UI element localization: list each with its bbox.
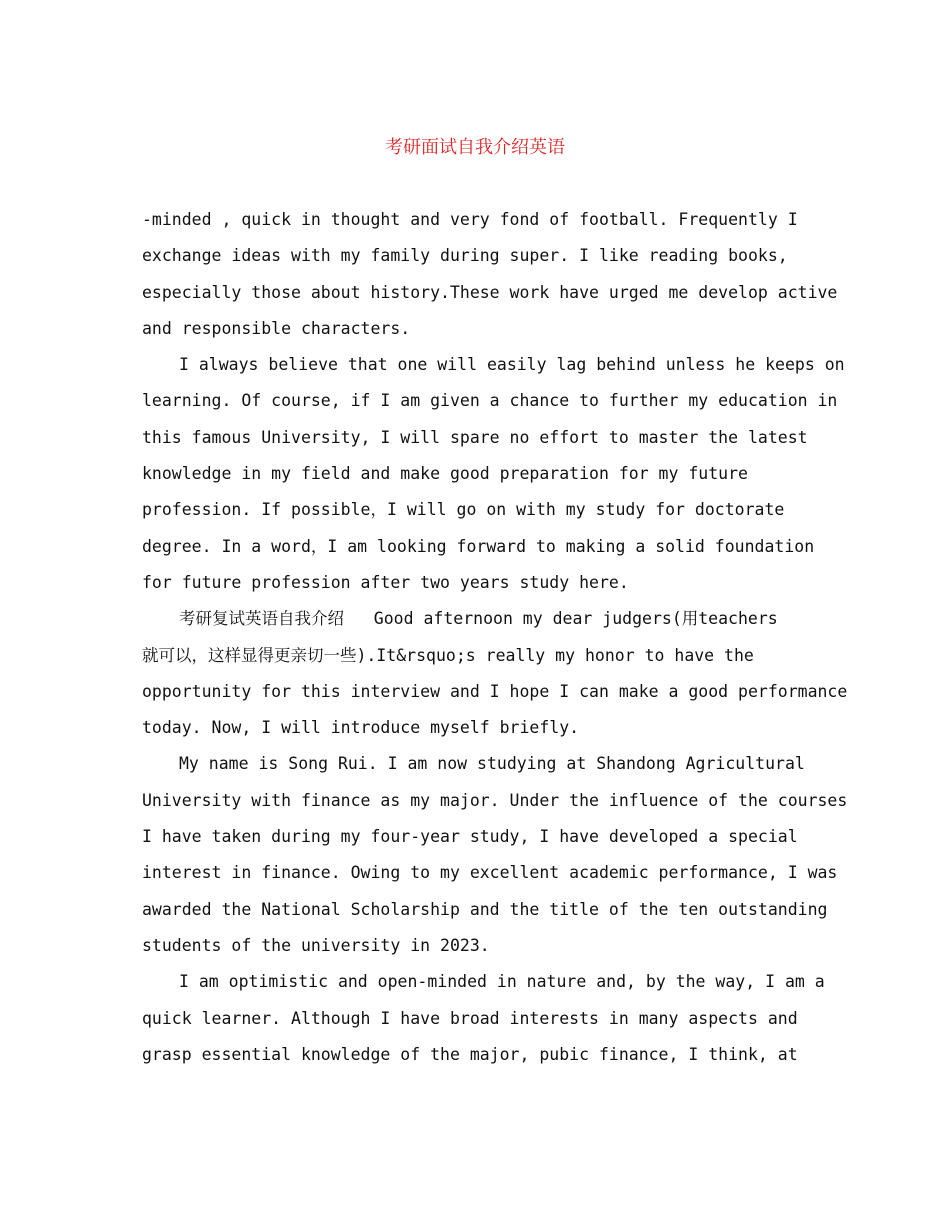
text-line: this famous University, I will spare no effort to master the latest xyxy=(142,427,808,447)
paragraph-first-line: I am optimistic and open-minded in nature and, by the way, I am a xyxy=(179,972,825,992)
text-line: University with finance as my major. Under the influence of the courses xyxy=(142,790,848,810)
text-line: students of the university in 2023. xyxy=(142,935,490,955)
paragraph-first-line: My name is Song Rui. I am now studying at Shandong Agricultural xyxy=(179,754,805,774)
text-line: I have taken during my four-year study, I have developed a special xyxy=(142,827,798,847)
text-line: degree. In a word，I am looking forward to making a solid foundation xyxy=(142,536,815,556)
text-line: today. Now, I will introduce myself briefly. xyxy=(142,718,580,738)
text-line: -minded , quick in thought and very fond of football. Frequently I xyxy=(142,210,798,229)
text-line: quick learner. Although I have broad interests in many aspects and xyxy=(142,1008,798,1028)
document-title: 考研面试自我介绍英语 xyxy=(385,137,565,158)
text-line: and responsible characters. xyxy=(142,318,411,338)
document-body xyxy=(142,202,848,1073)
text-line: knowledge in my field and make good preparation for my future xyxy=(142,464,748,484)
text-line: opportunity for this interview and I hope I can make a good performance xyxy=(142,681,848,701)
text-line: for future profession after two years study here. xyxy=(142,572,629,592)
text-line: interest in finance. Owing to my excellent academic performance, I was xyxy=(142,863,838,883)
paragraph-first-line: I always believe that one will easily lag behind unless he keeps on xyxy=(179,355,845,375)
text-line: awarded the National Scholarship and the title of the ten outstanding xyxy=(142,899,828,919)
text-line: exchange ideas with my family during super. I like reading books, xyxy=(142,246,788,266)
text-line: learning. Of course, if I am given a chance to further my education in xyxy=(142,391,838,411)
paragraph-first-line: 考研复试英语自我介绍 Good afternoon my dear judgers(用teachers xyxy=(179,609,778,629)
text-line: profession. If possible，I will go on with my study for doctorate xyxy=(142,500,785,520)
text-line: 就可以，这样显得更亲切一些).It&rsquo;s really my honor to have the xyxy=(142,645,754,665)
text-line: grasp essential knowledge of the major, pubic finance, I think, at xyxy=(142,1044,798,1064)
text-line: especially those about history.These work have urged me develop active xyxy=(142,282,838,302)
